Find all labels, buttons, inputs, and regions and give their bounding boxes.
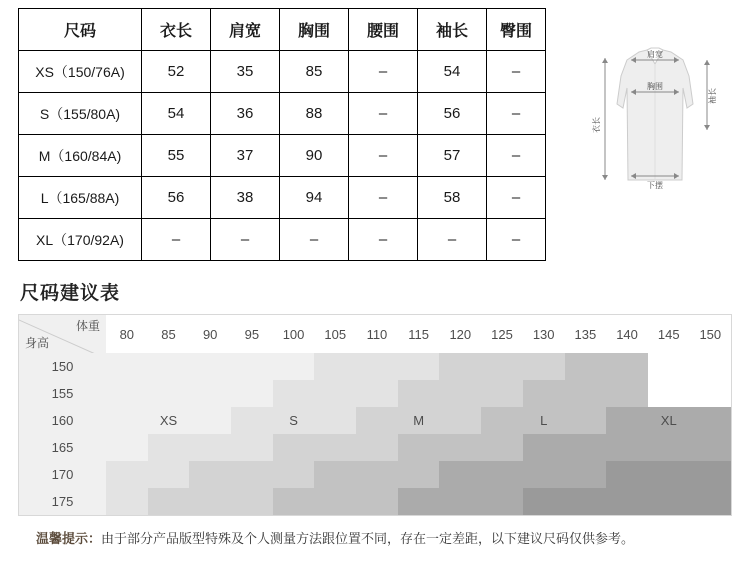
diagram-label-shoulder: 肩宽: [647, 50, 663, 59]
cell-waist: –: [349, 51, 418, 93]
grid-cell: [231, 353, 273, 380]
grid-cell: [523, 380, 565, 407]
size-label-l: L: [523, 407, 565, 434]
cell-waist: –: [349, 177, 418, 219]
grid-cell: [690, 380, 732, 407]
grid-cell: [231, 488, 273, 516]
weight-header-cell: 110: [366, 326, 388, 342]
grid-cell: [314, 488, 356, 516]
grid-cell: [606, 353, 648, 380]
size-label-xl: XL: [648, 407, 690, 434]
grid-cell: [314, 407, 356, 434]
grid-cell: [189, 353, 231, 380]
weight-header-cell: 90: [202, 326, 218, 342]
grid-cell: [356, 353, 398, 380]
height-header-cell: 170: [19, 461, 106, 488]
col-header-hip: 臀围: [487, 9, 546, 51]
col-header-chest: 胸围: [280, 9, 349, 51]
grid-cell: [106, 461, 148, 488]
table-row: [19, 219, 546, 261]
weight-header-cell: 105: [324, 326, 347, 342]
axis-corner-header: [19, 315, 106, 354]
cell-chest: 90: [280, 135, 349, 177]
diagram-label-sleeve: 袖长: [708, 88, 717, 104]
weight-header-cell: 85: [161, 326, 176, 342]
weight-header-cell: 100: [282, 326, 305, 342]
grid-cell: [606, 461, 648, 488]
cell-chest: 85: [280, 51, 349, 93]
grid-cell: [439, 488, 481, 516]
grid-cell: [106, 353, 148, 380]
grid-cell: [356, 434, 398, 461]
grid-cell: [481, 488, 523, 516]
height-header-cell: 155: [19, 380, 106, 407]
height-header-cell: 150: [19, 353, 106, 380]
grid-cell: [606, 380, 648, 407]
grid-cell: [481, 380, 523, 407]
grid-cell: [565, 353, 607, 380]
grid-cell: [481, 461, 523, 488]
footer-note-text: 由于部分产品版型特殊及个人测量方法跟位置不同，存在一定差距，以下建议尺码仅供参考。: [101, 531, 635, 546]
grid-cell: [106, 380, 148, 407]
grid-cell: [690, 407, 732, 434]
recommend-row: [19, 380, 732, 407]
grid-cell: [690, 488, 732, 516]
weight-header-cell: 125: [491, 326, 513, 342]
footer-note-prefix: 温馨提示：: [36, 531, 102, 546]
weight-axis-label: 体重: [75, 319, 100, 333]
col-header-sleeve: 袖长: [418, 9, 487, 51]
grid-cell: [606, 434, 648, 461]
grid-cell: [148, 488, 190, 516]
size-recommendation-table-container: [18, 314, 732, 516]
recommend-header-row: [19, 315, 732, 354]
weight-header-cell: 120: [449, 326, 472, 342]
cell-sleeve: –: [418, 219, 487, 261]
cell-waist: –: [349, 93, 418, 135]
grid-cell: [231, 407, 273, 434]
col-header-length: 衣长: [142, 9, 211, 51]
row-size-label: S（155/80A): [19, 93, 142, 135]
grid-cell: [398, 488, 440, 516]
cell-hip: –: [487, 51, 546, 93]
cell-hip: –: [487, 177, 546, 219]
grid-cell: [523, 461, 565, 488]
recommend-row: [19, 353, 732, 380]
grid-cell: [189, 488, 231, 516]
grid-cell: [439, 461, 481, 488]
grid-cell: [356, 380, 398, 407]
height-axis-label: 身高: [25, 336, 50, 350]
grid-cell: [398, 380, 440, 407]
grid-cell: [648, 461, 690, 488]
cell-shoulder: 37: [211, 135, 280, 177]
cell-chest: 94: [280, 177, 349, 219]
diagram-label-chest: 胸围: [647, 82, 663, 91]
weight-header-cell: 145: [657, 326, 680, 342]
grid-cell: [648, 353, 690, 380]
size-spec-table: [18, 8, 546, 261]
col-header-waist: 腰围: [349, 9, 418, 51]
cell-length: 54: [142, 93, 211, 135]
grid-cell: [189, 380, 231, 407]
cell-hip: –: [487, 219, 546, 261]
cell-chest: 88: [280, 93, 349, 135]
size-recommendation-table: [18, 314, 732, 516]
garment-illustration-icon: [575, 30, 735, 220]
grid-cell: [148, 461, 190, 488]
grid-cell: [356, 407, 398, 434]
grid-cell: [606, 407, 648, 434]
garment-measurement-diagram: [575, 30, 735, 220]
weight-header-cell: 115: [408, 326, 429, 342]
grid-cell: [231, 434, 273, 461]
grid-cell: [189, 407, 231, 434]
cell-waist: –: [349, 135, 418, 177]
grid-cell: [690, 461, 732, 488]
table-row: [19, 177, 546, 219]
grid-cell: [106, 434, 148, 461]
cell-length: 56: [142, 177, 211, 219]
diagram-label-length: 衣长: [592, 117, 601, 133]
grid-cell: [439, 353, 481, 380]
weight-header-cell: 140: [616, 326, 638, 342]
weight-header-cell: 80: [119, 326, 135, 342]
cell-hip: –: [487, 93, 546, 135]
grid-cell: [648, 488, 690, 516]
table-row: [19, 93, 546, 135]
cell-length: –: [142, 219, 211, 261]
grid-cell: [189, 434, 231, 461]
recommend-row: [19, 488, 732, 516]
grid-cell: [356, 488, 398, 516]
cell-sleeve: 54: [418, 51, 487, 93]
table-row: [19, 135, 546, 177]
height-header-cell: 175: [19, 488, 106, 516]
weight-header-cell: 130: [532, 326, 555, 342]
grid-cell: [398, 353, 440, 380]
footer-note: [36, 528, 634, 547]
recommend-row: [19, 434, 732, 461]
grid-cell: [273, 461, 315, 488]
weight-header-cell: 150: [699, 326, 722, 342]
weight-header-cell: 135: [574, 326, 597, 342]
grid-cell: [273, 434, 315, 461]
weight-header-cell: 95: [244, 326, 260, 342]
grid-cell: [439, 407, 481, 434]
col-header-shoulder: 肩宽: [211, 9, 280, 51]
row-size-label: L（165/88A): [19, 177, 142, 219]
grid-cell: [690, 434, 732, 461]
grid-cell: [439, 380, 481, 407]
height-header-cell: 160: [19, 407, 106, 434]
grid-cell: [148, 434, 190, 461]
grid-cell: [273, 380, 315, 407]
grid-cell: [231, 380, 273, 407]
grid-cell: [231, 461, 273, 488]
grid-cell: [439, 434, 481, 461]
grid-cell: [690, 353, 732, 380]
grid-cell: [648, 380, 690, 407]
grid-cell: [398, 434, 440, 461]
grid-cell: [273, 488, 315, 516]
grid-cell: [273, 353, 315, 380]
grid-cell: [565, 407, 607, 434]
grid-cell: [314, 380, 356, 407]
cell-sleeve: 58: [418, 177, 487, 219]
cell-shoulder: 38: [211, 177, 280, 219]
cell-chest: –: [280, 219, 349, 261]
grid-cell: [314, 461, 356, 488]
size-spec-table-container: [18, 8, 545, 261]
grid-cell: [523, 353, 565, 380]
page-title: 尺码建议表: [20, 283, 121, 304]
cell-hip: –: [487, 135, 546, 177]
recommend-body: [19, 353, 732, 516]
grid-cell: [523, 434, 565, 461]
table-header-row: [19, 9, 546, 51]
grid-cell: [648, 434, 690, 461]
recommend-row: [19, 407, 732, 434]
recommend-row: [19, 461, 732, 488]
grid-cell: [565, 461, 607, 488]
size-label-m: M: [398, 407, 440, 434]
grid-cell: [314, 434, 356, 461]
grid-cell: [565, 434, 607, 461]
grid-cell: [189, 461, 231, 488]
cell-length: 52: [142, 51, 211, 93]
grid-cell: [565, 380, 607, 407]
row-size-label: XL（170/92A): [19, 219, 142, 261]
cell-shoulder: 36: [211, 93, 280, 135]
grid-cell: [356, 461, 398, 488]
grid-cell: [398, 461, 440, 488]
grid-cell: [148, 380, 190, 407]
size-label-xs: XS: [148, 407, 190, 434]
grid-cell: [481, 407, 523, 434]
grid-cell: [606, 488, 648, 516]
grid-cell: [106, 407, 148, 434]
cell-length: 55: [142, 135, 211, 177]
grid-cell: [106, 488, 148, 516]
cell-sleeve: 57: [418, 135, 487, 177]
height-header-cell: 165: [19, 434, 106, 461]
cell-waist: –: [349, 219, 418, 261]
table-row: [19, 51, 546, 93]
diagram-label-hem: 下摆: [647, 181, 663, 190]
cell-sleeve: 56: [418, 93, 487, 135]
grid-cell: [314, 353, 356, 380]
size-label-s: S: [273, 407, 315, 434]
cell-shoulder: –: [211, 219, 280, 261]
grid-cell: [481, 434, 523, 461]
grid-cell: [565, 488, 607, 516]
row-size-label: M（160/84A): [19, 135, 142, 177]
col-header-size: 尺码: [19, 9, 142, 51]
grid-cell: [481, 353, 523, 380]
grid-cell: [148, 353, 190, 380]
cell-shoulder: 35: [211, 51, 280, 93]
row-size-label: XS（150/76A): [19, 51, 142, 93]
grid-cell: [523, 488, 565, 516]
